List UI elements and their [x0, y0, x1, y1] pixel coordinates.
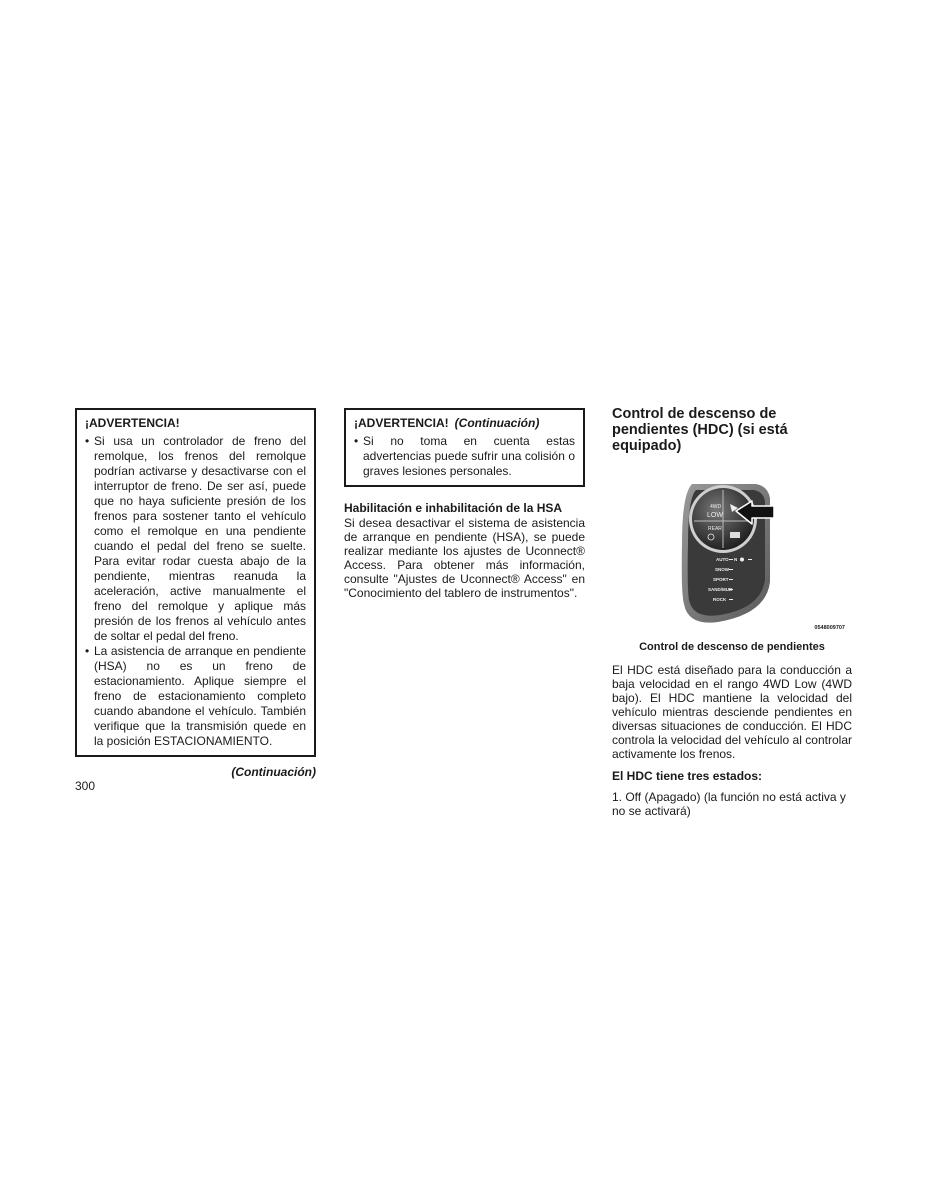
hsa-subheading: Habilitación e inhabilitación de la HSA — [344, 501, 563, 515]
hdc-states-heading: El HDC tiene tres estados: — [612, 769, 763, 783]
mode-label-sport: SPORT — [713, 577, 729, 582]
hdc-control-figure — [678, 484, 845, 631]
continued-label: (Continuación) — [231, 765, 316, 779]
mode-label-n: N — [734, 557, 738, 562]
knob-label-rear: REAR — [708, 526, 722, 532]
left-column — [75, 408, 316, 779]
page-number: 300 — [75, 779, 96, 793]
warning-list — [85, 434, 306, 749]
warning-bullet: • Si no toma en cuenta estas advertencias puede sufrir una colisión o graves lesiones personales. — [354, 434, 575, 479]
warning-title: ¡ADVERTENCIA! — [85, 416, 180, 430]
mode-label-auto: AUTO — [716, 557, 729, 562]
knob-label-low: LOW — [707, 512, 723, 519]
hdc-paragraph: El HDC está diseñado para la conducción a baja velocidad en el rango 4WD Low (4WD bajo). El HDC mantiene la velocidad del vehículo mientras desciende pendientes en diversas situaciones de conducción. El HDC controla la velocidad del vehículo al controlar activamente los frenos. — [612, 663, 852, 761]
middle-column — [344, 408, 585, 600]
warning-bullet: • La asistencia de arranque en pendiente (HSA) no es un freno de estacionamiento. Aplique siempre el freno de estacionamiento completo cuando abandone el vehículo. También verifique que la transmisión quede en la posición ESTACIONAMIENTO. — [85, 644, 306, 749]
figure-code: 0548009707 — [814, 625, 845, 631]
right-column — [612, 406, 852, 818]
hdc-control-illustration — [678, 484, 838, 629]
warning-bullet: • Si usa un controlador de freno del remolque, los frenos del remolque podrían activarse y desactivarse con el interruptor de freno. De ser así, puede que no haya suficiente presión de los frenos para sostener tanto el vehículo como el remolque en una pendiente cuando el pedal del freno se suelte. Para evitar rodar cuesta abajo de la pendiente, mientras reanuda la aceleración, active manualmente el freno del remolque y aplique más presión de los frenos al vehículo antes de soltar el pedal del freno. — [85, 434, 306, 644]
mode-label-sand-mud: SAND/MUD — [708, 587, 733, 592]
warning-continued-label: (Continuación) — [454, 416, 540, 430]
mode-label-snow: SNOW — [715, 567, 729, 572]
hdc-state-1: 1. Off (Apagado) (la función no está activa y no se activará) — [612, 790, 846, 818]
warning-box — [75, 408, 316, 757]
knob-label-4wd: 4WD — [710, 504, 722, 510]
mode-label-rock: ROCK — [713, 597, 727, 602]
figure-caption: Control de descenso de pendientes — [639, 641, 825, 653]
hdc-heading: Control de descenso de pendientes (HDC) (si está equipado) — [612, 406, 788, 454]
warning-box-continued — [344, 408, 585, 487]
warning-title-text: ¡ADVERTENCIA! — [354, 416, 449, 430]
warning-list — [354, 434, 575, 479]
hsa-paragraph: Si desea desactivar el sistema de asistencia de arranque en pendiente (HSA), se puede realizar mediante los ajustes de Uconnect® Access. Para obtener más información, consulte "Ajustes de Uconnect® Access" en "Conocimiento del tablero de instrumentos". — [344, 516, 585, 600]
warning-title — [354, 416, 575, 431]
